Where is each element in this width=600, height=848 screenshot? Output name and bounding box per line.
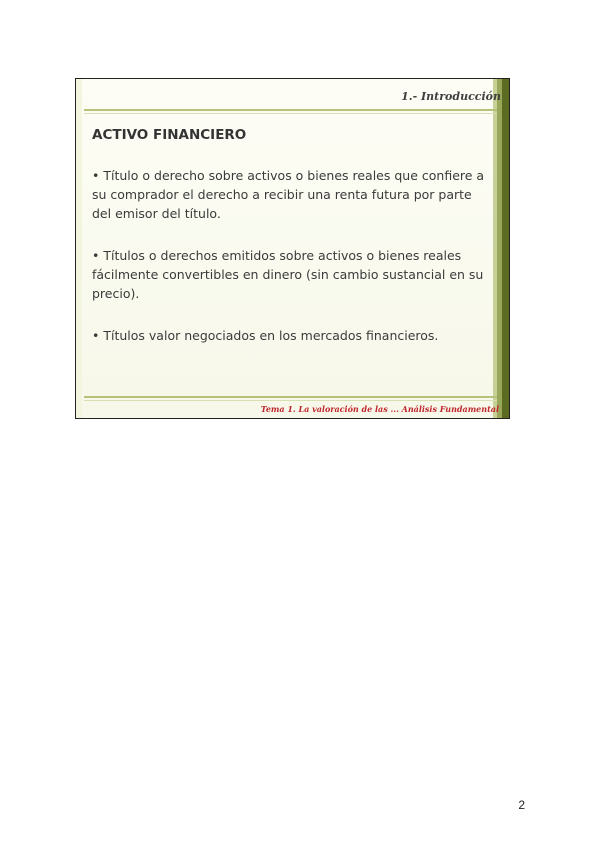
- bullet-text: Título o derecho sobre activos o bienes reales que confiere a su comprador el derecho a recibir una renta futura por parte del emisor del título.: [92, 168, 485, 221]
- page-number: 2: [518, 798, 525, 812]
- bullet-symbol: •: [92, 328, 100, 343]
- bullet-item: [92, 246, 494, 303]
- slide: [75, 78, 510, 419]
- bullet-item: [92, 326, 494, 345]
- header-divider: [84, 109, 497, 111]
- slide-left-edge: [76, 79, 82, 418]
- bullet-symbol: •: [92, 168, 100, 183]
- slide-title: ACTIVO FINANCIERO: [92, 127, 247, 143]
- footer-divider-thin: [84, 400, 497, 401]
- bullet-list: [92, 166, 494, 368]
- bullet-symbol: •: [92, 248, 100, 263]
- bullet-text: Títulos o derechos emitidos sobre activos o bienes reales fácilmente convertibles en dinero (sin cambio sustancial en su precio).: [92, 248, 484, 301]
- bullet-text: Títulos valor negociados en los mercados financieros.: [103, 328, 439, 343]
- header-divider-thin: [84, 113, 497, 114]
- bullet-item: [92, 166, 494, 223]
- slide-footer: Tema 1. La valoración de las ... Análisis Fundamental: [260, 404, 499, 414]
- footer-divider: [84, 396, 497, 398]
- slide-section-header: 1.- Introducción: [401, 90, 501, 103]
- slide-frame-band-dark: [502, 79, 509, 418]
